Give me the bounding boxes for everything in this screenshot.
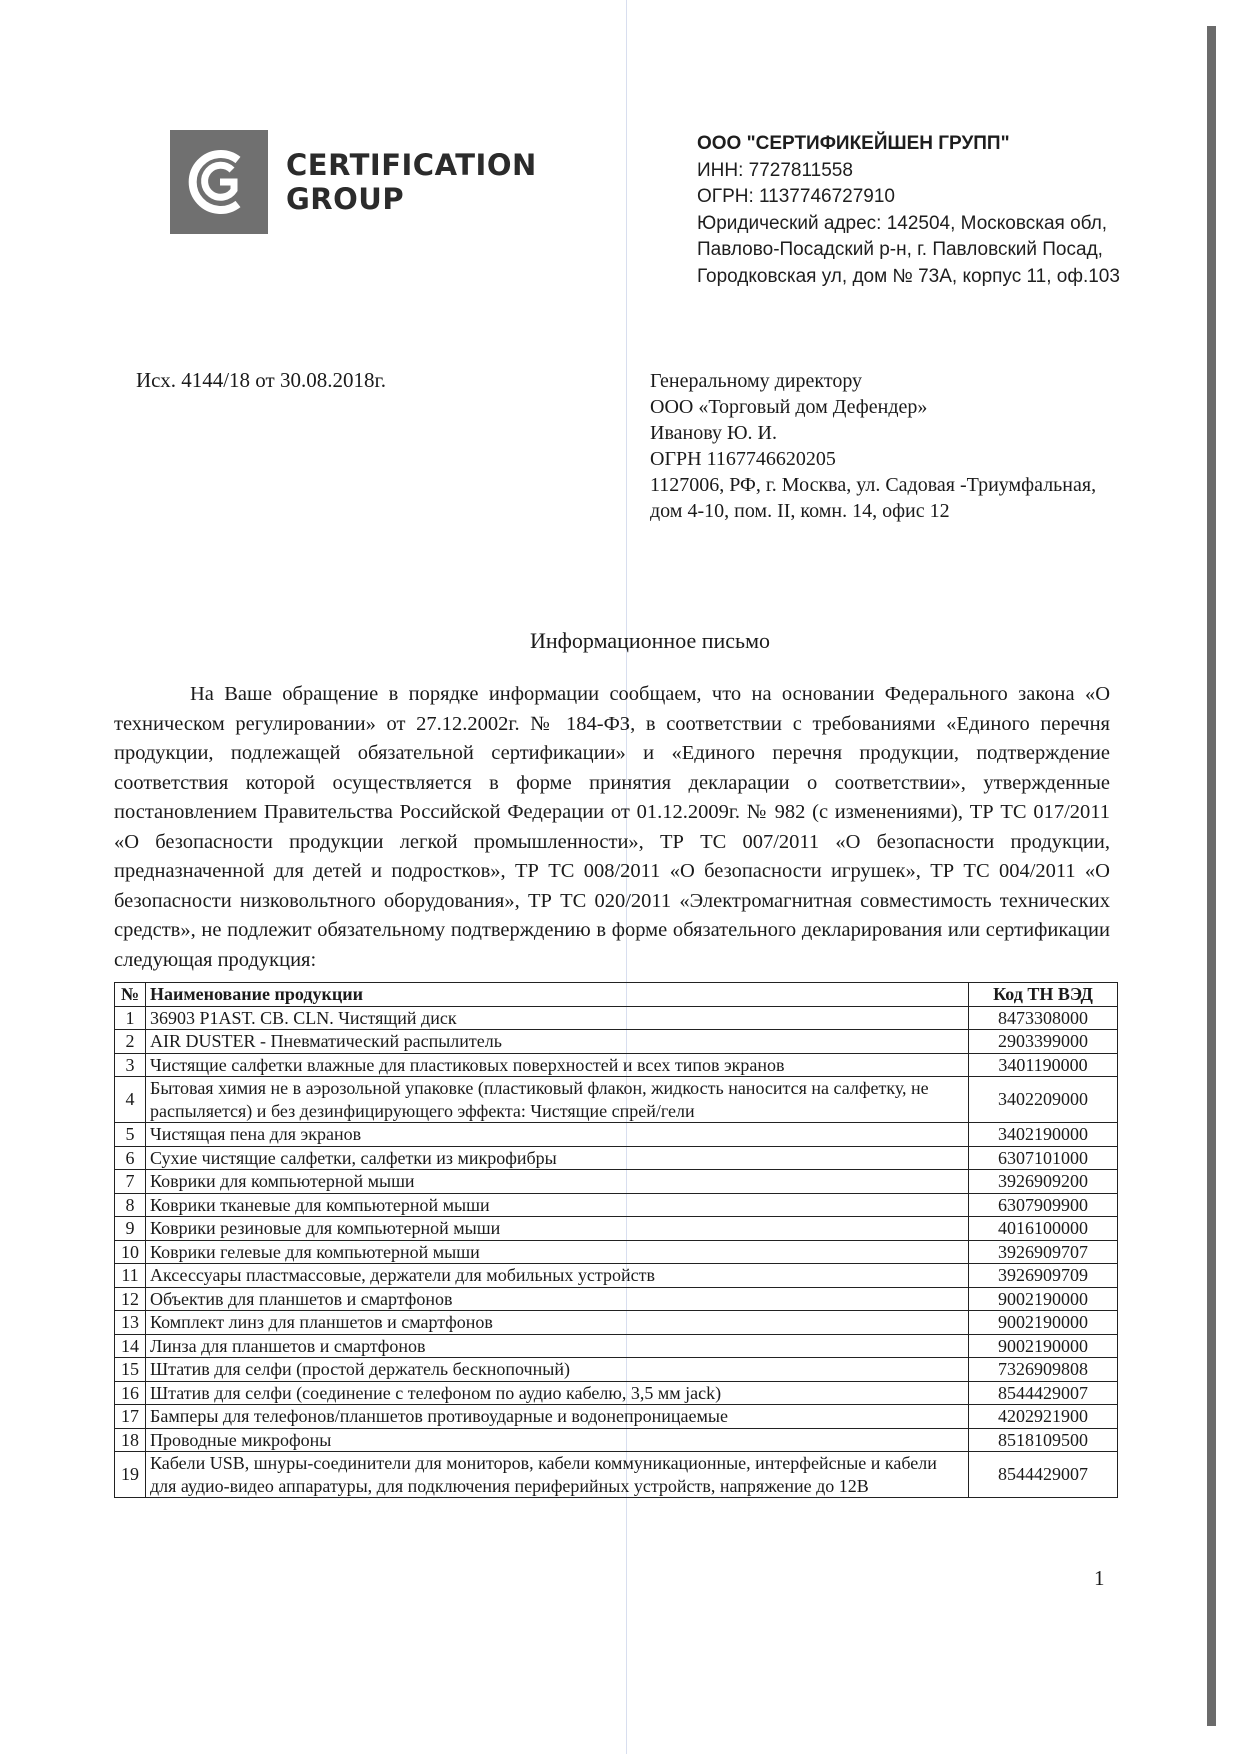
row-code: 8544429007 (969, 1452, 1118, 1498)
row-code: 3926909200 (969, 1170, 1118, 1194)
table-row (115, 1170, 1118, 1194)
row-num: 18 (115, 1428, 146, 1452)
table-row (115, 1240, 1118, 1264)
company-header (697, 131, 1120, 290)
table-row (115, 1030, 1118, 1054)
row-num: 11 (115, 1264, 146, 1288)
row-num: 19 (115, 1452, 146, 1498)
row-name: Объектив для планшетов и смартфонов (146, 1287, 969, 1311)
row-name: Коврики для компьютерной мыши (146, 1170, 969, 1194)
row-name: Чистящая пена для экранов (146, 1123, 969, 1147)
company-address-3: Городковская ул, дом № 73А, корпус 11, оф.103 (697, 265, 1120, 287)
table-row (115, 1428, 1118, 1452)
row-num: 10 (115, 1240, 146, 1264)
row-code: 4016100000 (969, 1217, 1118, 1241)
row-name: Штатив для селфи (простой держатель бескнопочный) (146, 1358, 969, 1382)
table-row (115, 1006, 1118, 1030)
row-num: 16 (115, 1381, 146, 1405)
recipient-line-2: ООО «Торговый дом Дефендер» (650, 396, 928, 418)
row-num: 15 (115, 1358, 146, 1382)
recipient-line-1: Генеральному директору (650, 370, 863, 392)
row-code: 3926909707 (969, 1240, 1118, 1264)
document-title: Информационное письмо (529, 628, 770, 653)
row-code: 3402209000 (969, 1077, 1118, 1123)
row-code: 8544429007 (969, 1381, 1118, 1405)
company-ogrn: ОГРН: 1137746727910 (697, 186, 895, 207)
row-code: 6307909900 (969, 1193, 1118, 1217)
header-code: Код ТН ВЭД (969, 983, 1118, 1007)
row-name: Коврики тканевые для компьютерной мыши (146, 1193, 969, 1217)
body-paragraph-block (114, 680, 1110, 975)
row-code: 3401190000 (969, 1053, 1118, 1077)
row-code: 9002190000 (969, 1311, 1118, 1335)
table-row (115, 1123, 1118, 1147)
row-code: 8518109500 (969, 1428, 1118, 1452)
row-num: 9 (115, 1217, 146, 1241)
company-logo (170, 130, 537, 234)
row-num: 12 (115, 1287, 146, 1311)
row-name: 36903 P1AST. CB. CLN. Чистящий диск (146, 1006, 969, 1030)
logo-line-2: GROUP (286, 182, 405, 216)
row-num: 4 (115, 1077, 146, 1123)
row-name: Чистящие салфетки влажные для пластиковых поверхностей и всех типов экранов (146, 1053, 969, 1077)
row-name: Коврики резиновые для компьютерной мыши (146, 1217, 969, 1241)
scan-edge-bar (1207, 26, 1216, 1726)
row-code: 7326909808 (969, 1358, 1118, 1382)
table-row (115, 1358, 1118, 1382)
row-num: 7 (115, 1170, 146, 1194)
row-name: Аксессуары пластмассовые, держатели для мобильных устройств (146, 1264, 969, 1288)
logo-wordmark (286, 148, 537, 216)
outgoing-reference: Исх. 4144/18 от 30.08.2018г. (136, 368, 386, 392)
row-num: 8 (115, 1193, 146, 1217)
page-number: 1 (1094, 1566, 1105, 1590)
row-num: 5 (115, 1123, 146, 1147)
row-name: Бамперы для телефонов/планшетов противоударные и водонепроницаемые (146, 1405, 969, 1429)
row-name: Проводные микрофоны (146, 1428, 969, 1452)
row-name: Линза для планшетов и смартфонов (146, 1334, 969, 1358)
header-name: Наименование продукции (146, 983, 969, 1007)
recipient-line-3: Иванову Ю. И. (650, 422, 777, 444)
row-name: Кабели USB, шнуры-соединители для мониторов, кабели коммуникационные, интерфейсные и кабели для аудио-видео аппаратуры, для подключения периферийных устройств, напряжение до 12В (146, 1452, 969, 1498)
row-code: 3926909709 (969, 1264, 1118, 1288)
table-row (115, 1381, 1118, 1405)
row-code: 2903399000 (969, 1030, 1118, 1054)
recipient-line-4: ОГРН 1167746620205 (650, 448, 836, 470)
row-code: 9002190000 (969, 1287, 1118, 1311)
recipient-line-5: 1127006, РФ, г. Москва, ул. Садовая -Триумфальная, (650, 474, 1097, 496)
row-name: Коврики гелевые для компьютерной мыши (146, 1240, 969, 1264)
row-num: 3 (115, 1053, 146, 1077)
company-address-2: Павлово-Посадский р-н, г. Павловский Посад, (697, 239, 1103, 260)
table-row (115, 1311, 1118, 1335)
recipient-block (650, 368, 1096, 524)
row-code: 6307101000 (969, 1146, 1118, 1170)
table-header-row (115, 983, 1118, 1007)
row-num: 17 (115, 1405, 146, 1429)
row-name: Сухие чистящие салфетки, салфетки из микрофибры (146, 1146, 969, 1170)
recipient-line-6: дом 4-10, пом. II, комн. 14, офис 12 (650, 500, 950, 522)
table-row (115, 1077, 1118, 1123)
row-code: 9002190000 (969, 1334, 1118, 1358)
row-num: 6 (115, 1146, 146, 1170)
row-name: Бытовая химия не в аэрозольной упаковке (пластиковый флакон, жидкость наносится на салфетку, не распыляется) и без дезинфицирующего эффекта: Чистящие спрей/гели (146, 1077, 969, 1123)
table-row (115, 1334, 1118, 1358)
product-table (114, 982, 1118, 1498)
row-code: 8473308000 (969, 1006, 1118, 1030)
table-row (115, 1264, 1118, 1288)
row-name: Комплект линз для планшетов и смартфонов (146, 1311, 969, 1335)
company-inn: ИНН: 7727811558 (697, 159, 853, 181)
row-num: 14 (115, 1334, 146, 1358)
company-name: ООО "СЕРТИФИКЕЙШЕН ГРУПП" (697, 133, 1010, 154)
table-row (115, 1217, 1118, 1241)
row-code: 3402190000 (969, 1123, 1118, 1147)
table-row (115, 1053, 1118, 1077)
header-num: № (115, 983, 146, 1007)
company-address-1: Юридический адрес: 142504, Московская обл, (697, 212, 1108, 234)
row-num: 2 (115, 1030, 146, 1054)
row-name: AIR DUSTER - Пневматический распылитель (146, 1030, 969, 1054)
row-name: Штатив для селфи (соединение с телефоном по аудио кабелю, 3,5 мм jack) (146, 1381, 969, 1405)
table-row (115, 1452, 1118, 1498)
row-num: 1 (115, 1006, 146, 1030)
table-row (115, 1193, 1118, 1217)
table-row (115, 1146, 1118, 1170)
row-num: 13 (115, 1311, 146, 1335)
table-row (115, 1287, 1118, 1311)
body-paragraph: На Ваше обращение в порядке информации сообщаем, что на основании Федерального закона «О техническом регулировании» от 27.12.2002г. № 184-ФЗ, в соответствии с требованиями «Единого перечня продукции, подлежащей обязательной сертификации» и «Единого перечня продукции, подтверждение соответствия которой осуществляется в форме принятия декларации о соответствии», утвержденные постановлением Правительства Российской Федерации от 01.12.2009г. № 982 (с изменениями), ТР ТС 017/2011 «О безопасности продукции легкой промышленности», ТР ТС 007/2011 «О безопасности продукции, предназначенной для детей и подростков», ТР ТС 008/2011 «О безопасности игрушек», ТР ТС 004/2011 «О безопасности низковольтного оборудования», ТР ТС 020/2011 «Электромагнитная совместимость технических средств», не подлежит обязательному подтверждению в форме обязательного декларирования или сертификации следующая продукция: (114, 683, 1110, 971)
logo-line-1: CERTIFICATION (286, 148, 537, 182)
row-code: 4202921900 (969, 1405, 1118, 1429)
cg-logo-icon (170, 130, 268, 234)
table-row (115, 1405, 1118, 1429)
